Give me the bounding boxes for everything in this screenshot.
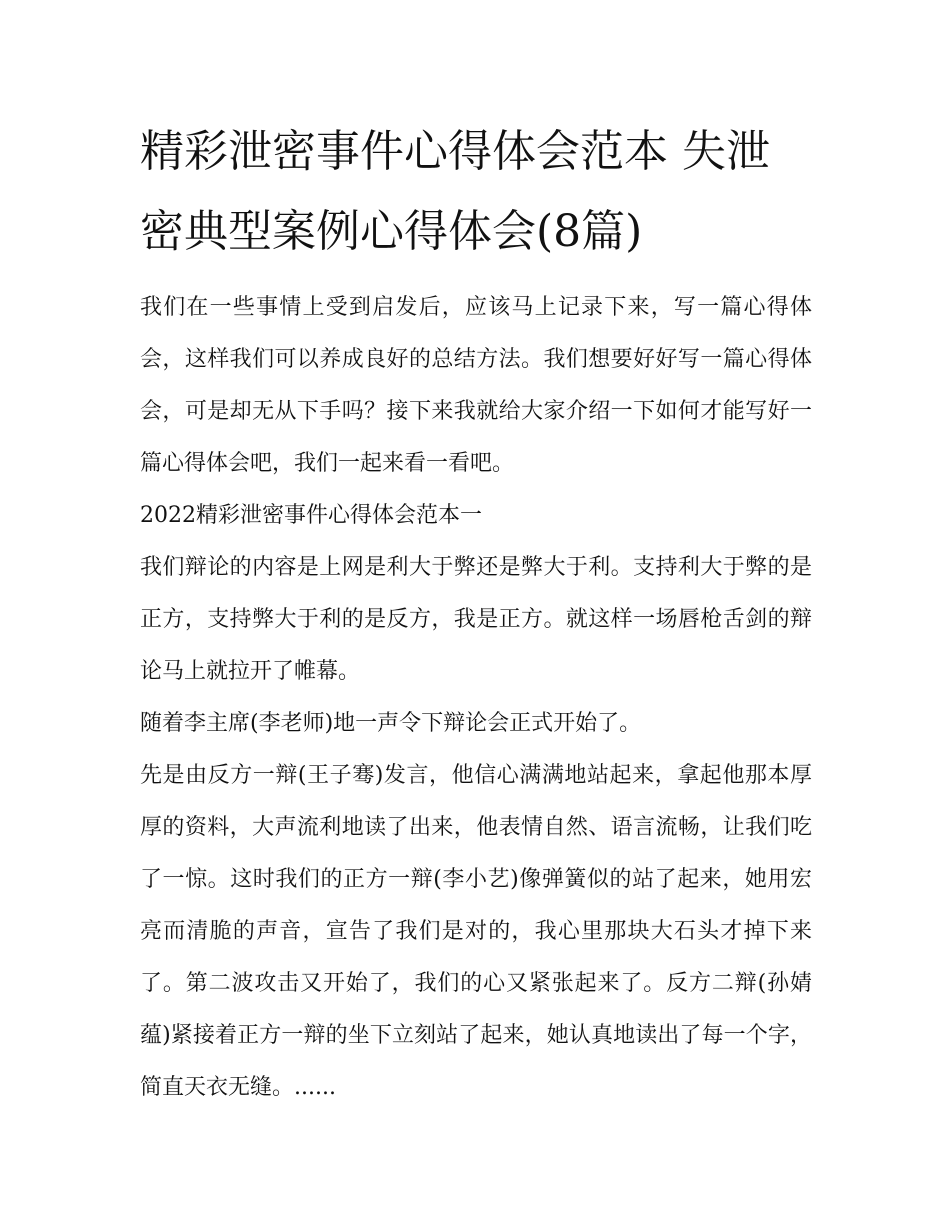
- body-paragraph-1: 我们辩论的内容是上网是利大于弊还是弊大于利。支持利大于弊的是正方，支持弊大于利的是反方，我是正方。就这样一场唇枪舌剑的辩论马上就拉开了帷幕。: [140, 555, 812, 684]
- body-paragraph-3: 先是由反方一辩(王子骞)发言，他信心满满地站起来，拿起他那本厚厚的资料，大声流利地读了出来，他表情自然、语言流畅，让我们吃了一惊。这时我们的正方一辩(李小艺)像弹簧似的站了起来，她用宏亮而清脆的声音，宣告了我们是对的，我心里那块大石头才掉下来了。第二波攻击又开始了，我们的心又紧张起来了。反方二辩(孙婧蕴)紧接着正方一辩的坐下立刻站了起来，她认真地读出了每一个字，简直天衣无缝。......: [140, 763, 812, 1100]
- intro-paragraph: 我们在一些事情上受到启发后，应该马上记录下来，写一篇心得体会，这样我们可以养成良好的总结方法。我们想要好好写一篇心得体会，可是却无从下手吗？接下来我就给大家介绍一下如何才能写好一篇心得体会吧，我们一起来看一看吧。: [140, 295, 812, 476]
- body-paragraph-2: 随着李主席(李老师)地一声令下辩论会正式开始了。: [140, 711, 642, 736]
- section-heading: 2022精彩泄密事件心得体会范本一: [140, 503, 482, 528]
- document-page: [140, 112, 812, 1114]
- document-title: 精彩泄密事件心得体会范本 失泄密典型案例心得体会(8篇): [140, 126, 770, 257]
- document-body: [140, 282, 812, 1114]
